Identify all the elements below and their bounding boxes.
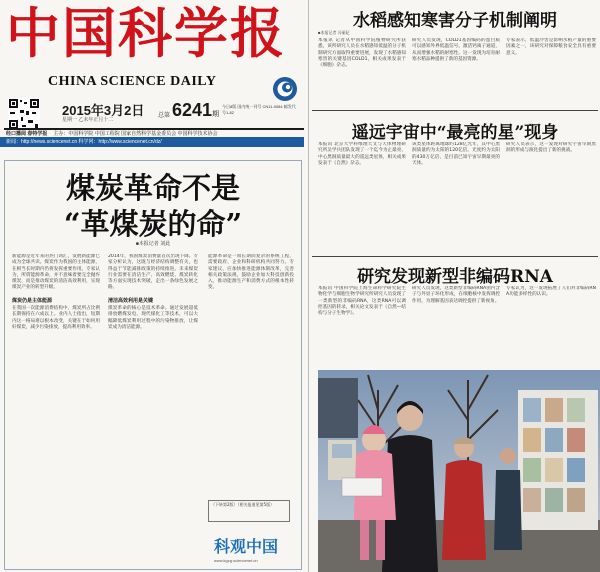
article-2-col-3: 研究人员表示，这一发现对研究宇宙早期黑洞的形成与演化提出了新的挑战。 — [506, 142, 596, 154]
lead-col2-body: 2014年，我国煤炭消费量首次出现下降。专家分析认为，这既与经济结构调整有关，也得益于节能减排政策的持续推进。未来煤炭行业需要在清洁生产、高效燃烧、煤炭转化等方面实现技术突破，走出一条绿色发展之路。 — [108, 254, 198, 291]
publisher-row — [6, 130, 302, 137]
lead-headline-line-1: 煤炭革命不是 — [65, 171, 240, 205]
article-3-title: 研究发现新型非编码RNA — [357, 267, 553, 287]
issue-number-suffix: 期 — [212, 111, 220, 118]
article-1-col-1: 本报讯 记者从中国科学院植物研究所获悉，该所研究人员在水稻感知低温的分子机制研究方面取得重要进展，发现了水稻感知寒害的关键基因COLD1，相关成果发表于《细胞》杂志。 — [318, 38, 406, 69]
lead-headline-line-2: “革煤炭的命” — [63, 207, 243, 241]
lunar-date: 星期一 乙未年正月十二 — [62, 117, 114, 123]
kgzg-logo: 科观中国 — [214, 537, 279, 556]
url-bar-text: 新闻：http://news.sciencenet.cn 科学网：http://www.sciencenet.cn/dz/ — [6, 139, 162, 145]
qr-code-icon — [8, 98, 40, 130]
building-shape — [318, 378, 358, 438]
science-daily-logo-icon — [272, 76, 298, 102]
article-3-col-2: 研究人员发现，这类新型非编码RNA由内含子与外显子环化形成，在细胞核中发挥调控作用，为理解基因表达调控提供了新视角。 — [412, 286, 500, 304]
page-column-divider — [308, 0, 309, 572]
article-2-col-1: 本报讯 北京大学科维理天文与天体物理研究所吴学兵团队发现了一个迄今为止最亮、中心黑洞质量最大的遥远类星体，相关成果发表于《自然》杂志。 — [318, 142, 406, 166]
lead-headline — [4, 170, 302, 242]
left-label: 经口播阅 春特学报 — [6, 131, 48, 137]
issue-date: 2015年3月2日 — [62, 103, 145, 118]
lead-column-3 — [208, 254, 294, 494]
masthead-english-title: CHINA SCIENCE DAILY — [48, 74, 217, 89]
lead-col2-body-2: 煤炭革命的核心是技术革命。通过发展超低排放燃煤发电、现代煤化工等技术，可以大幅降低煤炭利用过程中的污染物排放，让煤炭成为清洁能源。 — [108, 306, 198, 330]
issue-number — [172, 100, 219, 121]
lead-col2-subhead: 清洁高效利用是关键 — [108, 297, 154, 304]
lead-col1-subhead: 煤炭仍是主体能源 — [12, 297, 53, 304]
lead-column-2 — [108, 254, 198, 560]
article-1-col-3: 专家表示，低温冷害是影响水稻产量的重要因素之一，该研究对保障粮食安全具有重要意义。 — [506, 38, 596, 56]
lead-column-1 — [12, 254, 100, 560]
continued-note: （下转第2版）（相关报道见第5版） — [208, 500, 290, 522]
lead-byline: ■本报记者 刘此 — [135, 241, 171, 247]
article-1-byline: ■本报记者 冯丽妃 — [318, 30, 350, 35]
article-2-col-2: 该类星体距离地球约128亿光年，其中心黑洞质量约为太阳的120亿倍，光度约为太阳的430万亿倍，是目前已知宇宙早期最亮的天体。 — [412, 142, 500, 166]
article-3-col-3: 专家认为，这一发现拓展了人们对非编码RNA功能多样性的认识。 — [506, 286, 596, 298]
publisher-list: 主办：中国科学院 中国工程院 国家自然科学基金委员会 中国科学技术协会 — [53, 131, 218, 137]
lead-col3-body: 能源革命是一项长期而复杂的系统工程，需要政府、企业和科研机构共同努力。专家建议，应加快推进能源体制改革，完善相关政策法规，鼓励企业加大科技创新投入，推动能源生产和消费方式的根本性转变。 — [208, 254, 294, 291]
booklet-shape — [342, 478, 382, 496]
article-2-title: 遥远宇宙中“最亮的星”现身 — [351, 123, 559, 143]
issue-number-value: 6241 — [172, 100, 213, 120]
article-1-title: 水稻感知寒害分子机制阐明 — [353, 11, 557, 31]
article-2-divider — [312, 256, 598, 257]
article-3-col-1: 本报讯 中国科学院上海生命科学研究院生物化学与细胞生物学研究所研究人员发现了一类新型的非编码RNA，这类RNA可以调控基因的转录，相关论文发表于《自然—结构与分子生物学》。 — [318, 286, 406, 317]
issue-label: 总第 — [158, 113, 171, 119]
publication-side-info: 今日8版 国内统一刊号 CN11-0084 邮发代号1-82 — [222, 104, 296, 115]
masthead-title: 中国科学报 — [6, 1, 286, 65]
street-photo — [318, 370, 600, 572]
kgzg-url: www.kgzg.sciencenet.cn — [214, 558, 258, 563]
article-1-divider — [312, 110, 598, 111]
article-1-col-2: 研究人员发现，COLD1基因编码的蛋白质可以感知外界低温信号，激活钙离子通道，从而增强水稻的耐寒性。这一发现为培育耐寒水稻品种提供了新的基因资源。 — [412, 38, 500, 62]
url-bar — [0, 137, 304, 147]
lead-col1-body: 新能源是近年来的热门词汇，发展新能源已成为全球共识。煤炭作为我国的主体能源，在相当长时期内仍将发挥重要作用。专家认为，所谓能源革命，并不意味着要完全抛弃煤炭，而是推动煤炭的清洁高效利用，实现煤炭产业的转型升级。 — [12, 254, 100, 291]
lead-col1-body-2: 在我国一次能源消费结构中，煤炭所占比例长期保持在六成以上。业内人士指出，短期内这一格局难以根本改变，关键在于如何用好煤炭，减少污染排放，提高利用效率。 — [12, 306, 100, 330]
